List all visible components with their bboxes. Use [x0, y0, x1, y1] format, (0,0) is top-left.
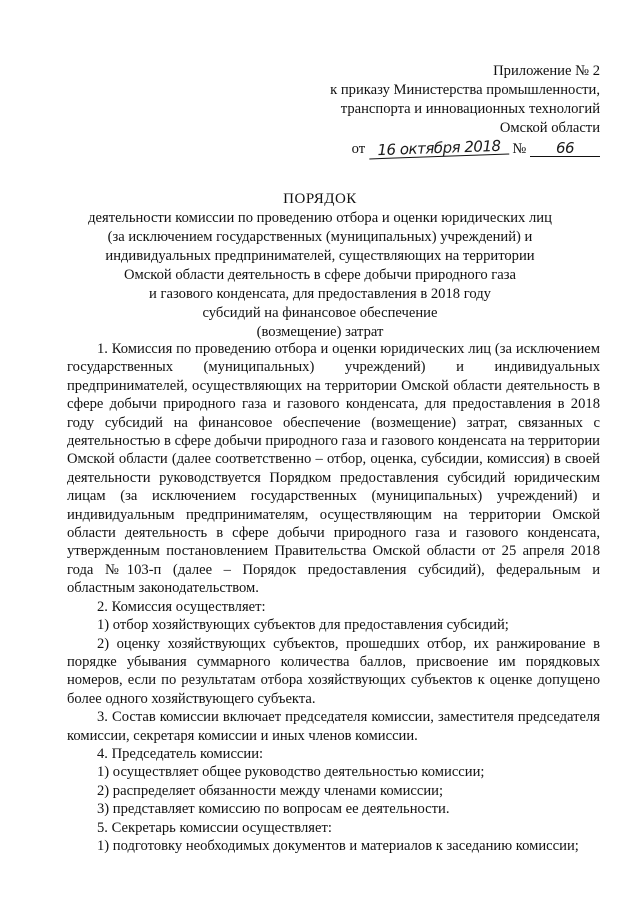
number-label: № — [512, 141, 527, 157]
paragraph-10: 5. Секретарь комиссии осуществляет: — [97, 819, 332, 836]
date-prefix: от — [351, 141, 366, 157]
document-title — [40, 190, 600, 342]
document-body — [67, 340, 600, 855]
paragraph-11: 1) подготовку необходимых документов и материалов к заседанию комиссии; — [97, 837, 579, 854]
title-line-3: индивидуальных предпринимателей, существляющих на территории — [105, 248, 535, 264]
title-line-6: субсидий на финансовое обеспечение — [202, 305, 438, 321]
title-line-5: и газового конденсата, для предоставления в 2018 году — [149, 286, 491, 302]
paragraph-7: 1) осуществляет общее руководство деятельностью комиссии; — [97, 764, 485, 781]
title-line-2: (за исключением государственных (муниципальных) учреждений) и — [107, 229, 533, 245]
paragraph-5: 3. Состав комиссии включает председателя комиссии, заместителя председателя комиссии, секретаря комиссии и иных членов комиссии. — [67, 709, 600, 744]
appendix-line-1: Приложение № 2 — [493, 63, 600, 79]
paragraph-6: 4. Председатель комиссии: — [97, 745, 264, 762]
paragraph-4: 2) оценку хозяйствующих субъектов, прошедших отбор, их ранжирование в порядке убывания суммарного количества баллов, присвоение им порядковых номеров, если по результатам отбора хозяйствующих субъектов к оценке допущено более одного хозяйствующего субъекта. — [67, 635, 600, 707]
order-date-number — [330, 136, 600, 160]
title-line-4: Омской области деятельность в сфере добычи природного газа — [123, 267, 517, 283]
paragraph-8: 2) распределяет обязанности между членами комиссии; — [97, 782, 444, 799]
paragraph-9: 3) представляет комиссию по вопросам ее деятельности. — [97, 801, 450, 818]
handwritten-date: 16 октября 2018 — [368, 138, 509, 160]
appendix-line-2: к приказу Министерства промышленности, — [330, 82, 600, 98]
title-line-1: деятельности комиссии по проведению отбора и оценки юридических лиц — [88, 210, 552, 226]
appendix-line-4: Омской области — [499, 120, 600, 136]
title-line-7: (возмещение) затрат — [256, 324, 384, 340]
title-heading: ПОРЯДОК — [283, 191, 357, 207]
appendix-line-3: транспорта и инновационных технологий — [340, 101, 600, 117]
handwritten-number: 66 — [530, 140, 600, 157]
paragraph-1: 1. Комиссия по проведению отбора и оценки юридических лиц (за исключением государственных (муниципальных) учреждений) и индивидуальных предпринимателей, осуществляющих на территории Омской области деятельность в сфере добычи природного газа и газового конденсата, для предоставления в 2018 году субсидий на финансовое обеспечение (возмещение) затрат, связанных с деятельностью в сфере добычи природного газа и газового конденсата на территории Омской области (далее соответственно – отбор, оценка, субсидии, комиссия) в своей деятельности руководствуется Порядком предоставления субсидий юридическим лицам (за исключением государственных (муниципальных) учреждений) и индивидуальным предпринимателям, осуществляющим на территории Омской области деятельность в сфере добычи природного газа и газового конденсата, утвержденным постановлением Правительства Омской области от 25 апреля 2018 года №103-п (далее – Порядок предоставления субсидий), федеральным и областным законодательством. — [67, 341, 600, 597]
appendix-block — [330, 62, 600, 159]
paragraph-3: 1) отбор хозяйствующих субъектов для предоставления субсидий; — [97, 617, 509, 634]
paragraph-2: 2. Комиссия осуществляет: — [97, 598, 266, 615]
